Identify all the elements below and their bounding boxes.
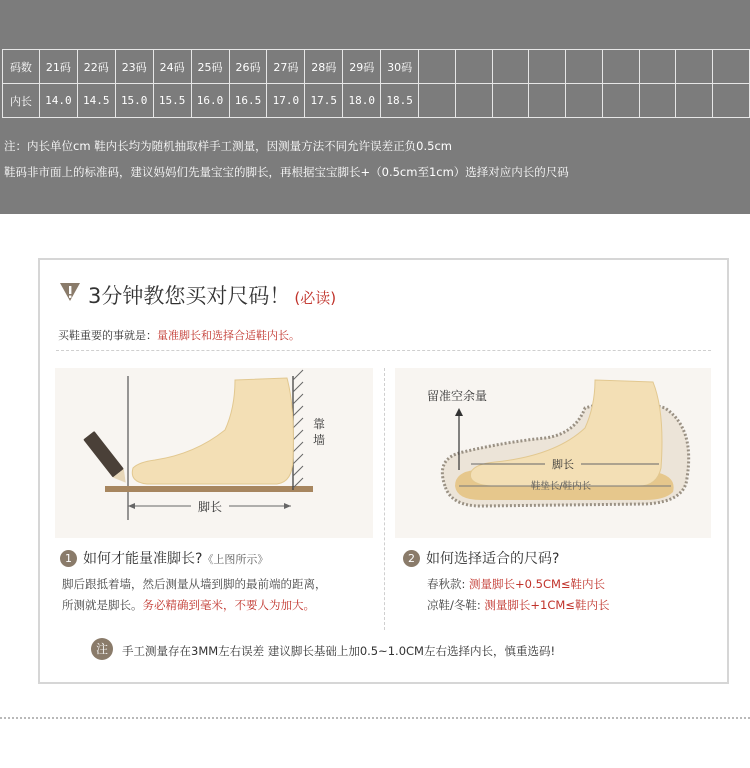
size-cell: 28码: [305, 50, 343, 84]
empty-cell: [602, 50, 639, 84]
size-cell: 24码: [153, 50, 191, 84]
size-cell: 25码: [191, 50, 229, 84]
wall-label: 靠墙: [312, 417, 326, 447]
space-label: 留准空余量: [427, 389, 488, 403]
warning-icon: [58, 281, 82, 303]
empty-cell: [455, 84, 492, 118]
foot-against-wall-drawing: [55, 368, 373, 538]
size-cell: 23码: [115, 50, 153, 84]
section-2-heading: [403, 548, 559, 568]
empty-cell: [639, 50, 676, 84]
guide-title: [88, 280, 336, 310]
section-2-line-2-highlight: 测量脚长+1CM≤鞋内长: [484, 598, 610, 612]
section-2-title: 如何选择适合的尺码?: [426, 551, 560, 567]
empty-cell: [529, 84, 566, 118]
divider: [56, 350, 711, 351]
inner-length-cell: 15.0: [115, 84, 153, 118]
subtitle-highlight: 量准脚长和选择合适鞋内长。: [157, 329, 300, 342]
empty-cell: [492, 84, 529, 118]
subtitle-prefix: 买鞋重要的事就是：: [58, 329, 157, 342]
empty-cell: [713, 50, 750, 84]
inner-length-cell: 18.0: [343, 84, 381, 118]
empty-cell: [566, 50, 603, 84]
must-read-tag: (必读): [294, 289, 337, 307]
size-cell: 29码: [343, 50, 381, 84]
size-cell: 22码: [77, 50, 115, 84]
size-cell: 21码: [39, 50, 77, 84]
empty-cell: [455, 50, 492, 84]
empty-cell: [529, 50, 566, 84]
inner-length-cell: 18.5: [381, 84, 419, 118]
empty-cell: [419, 50, 456, 84]
foot-length-label: 脚长: [552, 458, 574, 471]
row-header-inner-length: 内长: [3, 84, 40, 118]
inner-length-cell: 15.5: [153, 84, 191, 118]
measure-foot-illustration: [55, 368, 373, 538]
step-badge: 1: [60, 550, 77, 567]
section-2-line-2: [427, 597, 609, 613]
inner-length-cell: 16.5: [229, 84, 267, 118]
section-1-line-2-highlight: 务必精确到毫米，不要人为加大。: [142, 598, 315, 612]
section-2-line-1-highlight: 测量脚长+0.5CM≤鞋内长: [469, 577, 606, 591]
size-cell: 30码: [381, 50, 419, 84]
section-2-line-1-prefix: 春秋款:: [427, 577, 466, 591]
section-1-line-2: [62, 597, 315, 613]
inner-length-cell: 17.0: [267, 84, 305, 118]
sizing-advice-note: 鞋码非市面上的标准码，建议妈妈们先量宝宝的脚长，再根据宝宝脚长+（0.5cm至1cm）选择对应内长的尺码: [4, 165, 569, 179]
guide-title-text: 3分钟教您买对尺码！: [88, 284, 291, 308]
vertical-divider: [384, 368, 385, 630]
empty-cell: [676, 50, 713, 84]
measurement-error-note: 手工测量存在3MM左右误差 建议脚长基础上加0.5~1.0CM左右选择内长，慎重选码!: [122, 644, 556, 658]
section-1-heading: [60, 548, 268, 568]
size-cell: 26码: [229, 50, 267, 84]
inner-length-cell: 14.5: [77, 84, 115, 118]
empty-cell: [419, 84, 456, 118]
empty-cell: [492, 50, 529, 84]
shoe-fit-illustration: [395, 368, 711, 538]
section-1-line-1: 脚后跟抵着墙，然后测量从墙到脚的最前端的距离，: [62, 577, 327, 591]
empty-cell: [713, 84, 750, 118]
section-2-line-1: [427, 576, 605, 592]
size-table: [2, 49, 750, 118]
section-2-line-2-prefix: 凉鞋/冬鞋:: [427, 598, 481, 612]
empty-cell: [566, 84, 603, 118]
measurement-note: 注：内长单位cm 鞋内长均为随机抽取样手工测量，因测量方法不同允许误差正负0.5cm: [4, 139, 452, 153]
inner-length-cell: 17.5: [305, 84, 343, 118]
section-1-line-2-prefix: 所测就是脚长。: [62, 598, 143, 612]
guide-subtitle: [58, 327, 300, 343]
size-chart-panel: [0, 0, 750, 214]
section-1-title: 如何才能量准脚长?: [83, 551, 203, 567]
row-header-size: 码数: [3, 50, 40, 84]
table-row-sizes: [3, 50, 750, 84]
empty-cell: [602, 84, 639, 118]
note-badge: 注: [91, 638, 113, 660]
table-row-inner-length: [3, 84, 750, 118]
section-1-note: 《上图所示》: [202, 553, 269, 566]
foot-length-label: 脚长: [197, 500, 223, 514]
step-badge: 2: [403, 550, 420, 567]
inner-length-cell: 16.0: [191, 84, 229, 118]
insole-length-label: 鞋垫长/鞋内长: [530, 481, 592, 492]
size-cell: 27码: [267, 50, 305, 84]
empty-cell: [639, 84, 676, 118]
foot-in-shoe-drawing: [395, 368, 711, 538]
empty-cell: [676, 84, 713, 118]
dotted-divider: [0, 717, 750, 719]
inner-length-cell: 14.0: [39, 84, 77, 118]
